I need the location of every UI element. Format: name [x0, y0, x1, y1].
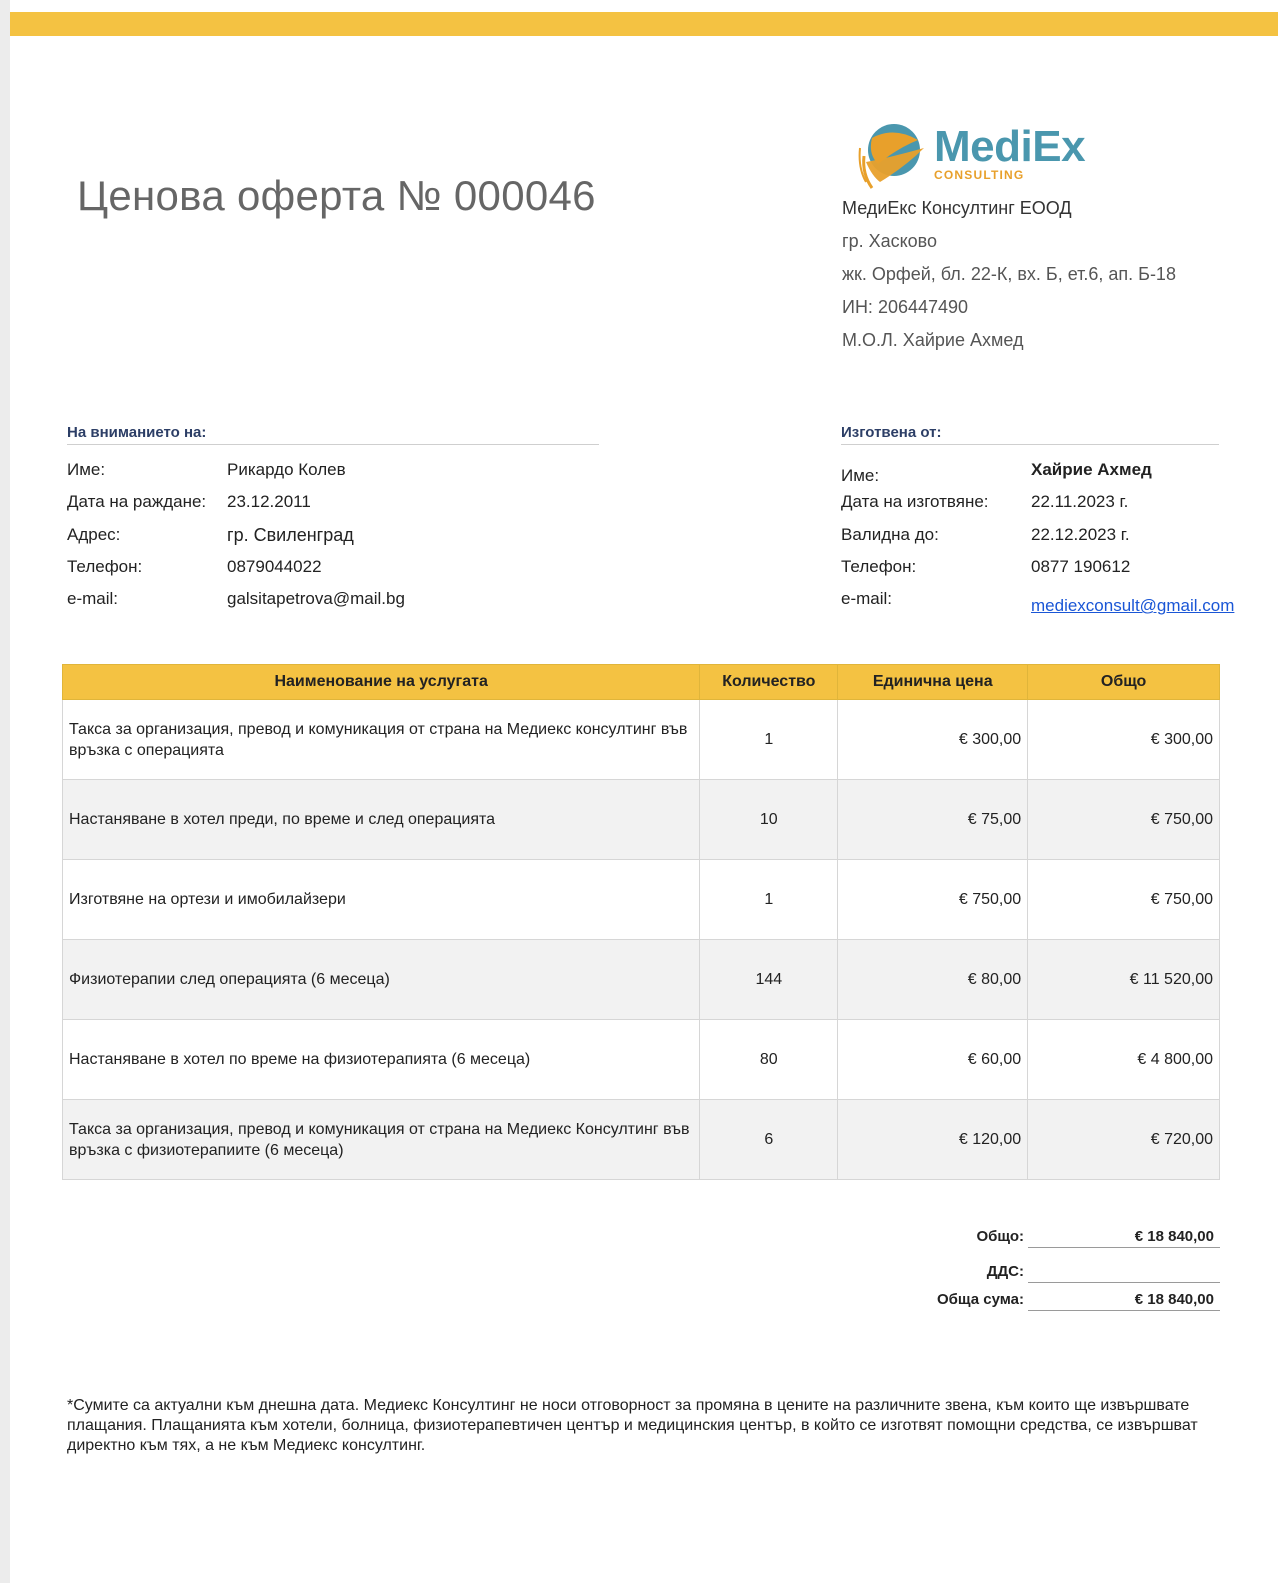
logo-wordmark: MediEx: [934, 122, 1086, 171]
preparer-name: Хайрие Ахмед: [1031, 460, 1152, 479]
field-label: Име:: [67, 460, 106, 479]
service-quantity: 144: [700, 940, 838, 1020]
top-accent-bar: [10, 12, 1278, 36]
field-label: Дата на раждане:: [67, 492, 207, 511]
service-unit-price: € 750,00: [838, 860, 1028, 940]
field-label: Дата на изготвяне:: [841, 492, 989, 511]
field-label: e-mail:: [67, 589, 119, 608]
grand-total-value: € 18 840,00: [1028, 1287, 1220, 1311]
subtotal-value: € 18 840,00: [1028, 1224, 1220, 1248]
service-unit-price: € 120,00: [838, 1100, 1028, 1180]
field-label: Телефон:: [841, 557, 917, 576]
preparer-heading: Изготвена от:: [841, 424, 1219, 445]
service-unit-price: € 60,00: [838, 1020, 1028, 1100]
preparer-phone: 0877 190612: [1031, 557, 1131, 576]
header-total: Общо: [1028, 665, 1220, 700]
recipient-heading: На вниманието на:: [67, 424, 599, 445]
recipient-email: galsitapetrova@mail.bg: [227, 589, 405, 608]
service-name: Настаняване в хотел по време на физиотерапията (6 месеца): [63, 1020, 700, 1100]
field-label: Адрес:: [67, 525, 121, 544]
service-total: € 750,00: [1028, 780, 1220, 860]
document-page: [10, 0, 1278, 1583]
header-quantity: Количество: [700, 665, 838, 700]
table-header-row: [63, 665, 1220, 700]
service-name: Такса за организация, превод и комуникация от страна на Медиекс консултинг във връзка с операцията: [63, 700, 700, 780]
grand-total-label: Обща сума:: [936, 1291, 1024, 1308]
table-row: [63, 940, 1220, 1020]
service-unit-price: € 80,00: [838, 940, 1028, 1020]
service-quantity: 80: [700, 1020, 838, 1100]
service-total: € 11 520,00: [1028, 940, 1220, 1020]
recipient-birthdate: 23.12.2011: [227, 492, 311, 511]
table-row: [63, 1100, 1220, 1180]
field-label: Име:: [841, 466, 880, 485]
vat-label: ДДС:: [986, 1263, 1024, 1280]
service-total: € 750,00: [1028, 860, 1220, 940]
table-row: [63, 780, 1220, 860]
header-service: Наименование на услугата: [63, 665, 700, 700]
page-title: Ценова оферта № 000046: [77, 172, 596, 219]
services-table: [62, 664, 1220, 1180]
service-name: Изготвяне на ортези и имобилайзери: [63, 860, 700, 940]
recipient-phone: 0879044022: [227, 557, 322, 576]
field-label: Валидна до:: [841, 525, 939, 544]
service-unit-price: € 75,00: [838, 780, 1028, 860]
subtotal-row: [910, 1224, 1220, 1250]
preparer-email-link[interactable]: mediexconsult@gmail.com: [1031, 596, 1235, 615]
service-quantity: 1: [700, 700, 838, 780]
company-logo: [858, 118, 1098, 192]
service-total: € 4 800,00: [1028, 1020, 1220, 1100]
service-quantity: 10: [700, 780, 838, 860]
header-unit-price: Единична цена: [838, 665, 1028, 700]
field-label: e-mail:: [841, 589, 893, 608]
field-label: Телефон:: [67, 557, 143, 576]
logo-subtitle: CONSULTING: [934, 168, 1025, 182]
company-details: [842, 196, 1176, 361]
globe-swoosh-icon: [858, 118, 934, 192]
footnote: *Сумите са актуални към днешна дата. Медиекс Консултинг не носи отговорност за промяна в цените на различните звена, към които ще извършвате плащания. Плащанията към хотели, болница, физиотерапевтичен център и медицинския център, в който се изготвят помощни средства, се извършват директно към тях, а не към Медиекс консултинг.: [67, 1397, 1198, 1454]
service-quantity: 6: [700, 1100, 838, 1180]
company-city: гр. Хасково: [842, 231, 938, 251]
service-name: Физиотерапии след операцията (6 месеца): [63, 940, 700, 1020]
vat-value: [1028, 1259, 1220, 1283]
service-name: Такса за организация, превод и комуникация от страна на Медиекс Консултинг във връзка с физиотерапиите (6 месеца): [63, 1100, 700, 1180]
company-name: МедиЕкс Консултинг ЕООД: [842, 198, 1072, 218]
preparer-valid-until: 22.12.2023 г.: [1031, 525, 1130, 544]
company-manager: М.О.Л. Хайрие Ахмед: [842, 330, 1024, 350]
vat-row: [910, 1259, 1220, 1285]
table-row: [63, 1020, 1220, 1100]
company-vat: ИН: 206447490: [842, 297, 969, 317]
service-total: € 300,00: [1028, 700, 1220, 780]
service-unit-price: € 300,00: [838, 700, 1028, 780]
company-address: жк. Орфей, бл. 22-К, вх. Б, ет.6, ап. Б-18: [842, 264, 1176, 284]
recipient-name: Рикардо Колев: [227, 460, 346, 479]
table-row: [63, 860, 1220, 940]
service-total: € 720,00: [1028, 1100, 1220, 1180]
subtotal-label: Общо:: [976, 1228, 1024, 1245]
grand-total-row: [910, 1287, 1220, 1313]
recipient-address: гр. Свиленград: [227, 525, 354, 545]
table-row: [63, 700, 1220, 780]
preparer-date: 22.11.2023 г.: [1031, 492, 1129, 511]
service-name: Настаняване в хотел преди, по време и след операцията: [63, 780, 700, 860]
service-quantity: 1: [700, 860, 838, 940]
